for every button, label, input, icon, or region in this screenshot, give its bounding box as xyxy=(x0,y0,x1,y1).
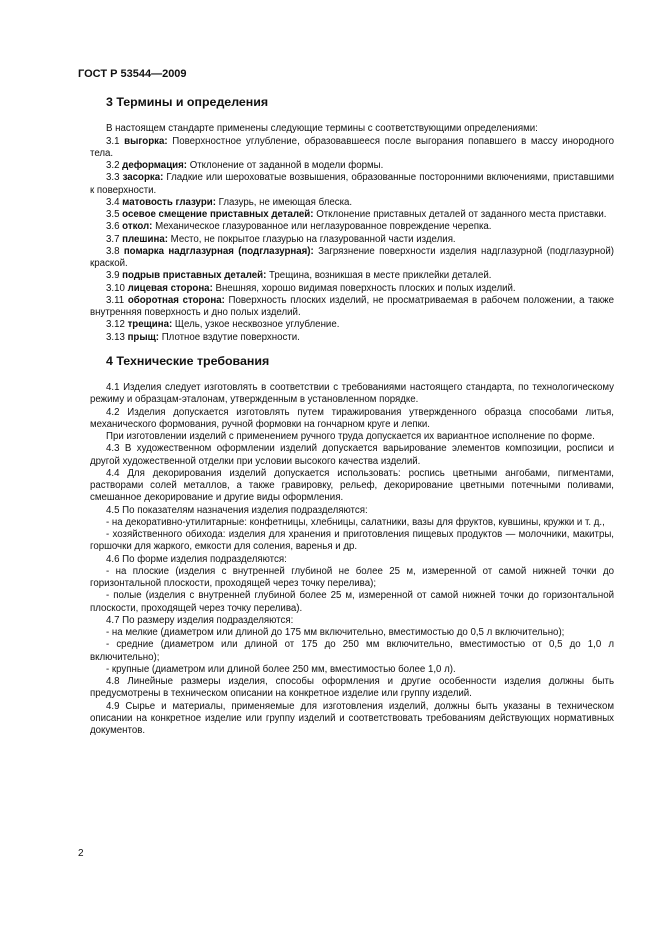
term-number: 3.5 xyxy=(106,209,120,220)
term-name: откол: xyxy=(122,221,153,233)
term-text: Место, не покрытое глазурью на глазурованной части изделия. xyxy=(170,233,456,245)
term-name: помарка надглазурная (подглазурная): xyxy=(123,245,314,257)
section-4-heading: 4 Технические требования xyxy=(106,353,270,368)
requirement-paragraph: - полые (изделия с внутренней глубиной более 25 м, измеренной от самой нижней точки до горизонтальной плоскости, проходящей через точку перелива). xyxy=(90,590,614,614)
term-name: выгорка: xyxy=(124,135,168,147)
term-number: 3.6 xyxy=(106,221,120,233)
term-number: 3.3 xyxy=(106,172,120,184)
requirement-paragraph: 4.1 Изделия следует изготовлять в соответствии с требованиями настоящего стандарта, по технологическому режиму и образцам-эталонам, утвержденным в установленном порядке. xyxy=(90,382,614,406)
term-definition xyxy=(90,136,614,161)
term-name: лицевая сторона: xyxy=(127,282,213,294)
term-definition xyxy=(90,197,614,209)
requirement-paragraph: - на мелкие (диаметром или длиной до 175 мм включительно, вместимостью до 0,5 л включительно); xyxy=(106,627,565,638)
term-text: Механическое глазурованное или неглазурованное повреждение черепка. xyxy=(155,221,492,233)
requirement-paragraph: 4.7 По размеру изделия подразделяются: xyxy=(106,614,294,626)
requirement-paragraph: - на декоративно-утилитарные: конфетницы, хлебницы, салатники, вазы для фруктов, кувшины, кружки и т. д., xyxy=(106,516,605,528)
term-name: матовость глазури: xyxy=(122,196,216,208)
requirement-paragraph: - хозяйственного обихода: изделия для хранения и приготовления пищевых продуктов — молочники, макитры, горшочки для жаркого, емкости для соления, варенья и др. xyxy=(90,529,614,553)
term-definition xyxy=(90,209,614,221)
term-name: засорка: xyxy=(122,172,164,184)
term-definition xyxy=(90,221,614,233)
requirement-paragraph: 4.3 В художественном оформлении изделий допускается варьирование элементов композиции, росписи и другой художественной отделки при условии высокого качества изделий. xyxy=(90,443,614,467)
term-name: деформация: xyxy=(122,160,187,171)
standard-code-header: ГОСТ Р 53544—2009 xyxy=(78,68,187,80)
terms-list xyxy=(90,136,614,344)
requirement-paragraph: - средние (диаметром или длиной от 175 до 250 мм включительно, вместимостью от 0,5 до 1,0 л включительно); xyxy=(90,639,614,663)
requirement-paragraph: 4.9 Сырье и материалы, применяемые для изготовления изделий, должны быть указаны в техническом описании на конкретное изделие или группу изделий и соответствовать требованиям действующих нормативных документов. xyxy=(90,700,614,736)
term-number: 3.13 xyxy=(106,331,125,343)
term-name: осевое смещение приставных деталей: xyxy=(122,209,314,220)
term-name: оборотная сторона: xyxy=(127,294,225,306)
page-number: 2 xyxy=(78,848,84,859)
term-text: Отклонение приставных деталей от заданного места приставки. xyxy=(316,209,607,220)
term-text: Глазурь, не имеющая блеска. xyxy=(218,196,353,208)
requirement-paragraph: - на плоские (изделия с внутренней глубиной не более 25 м, измеренной от самой нижней точки до горизонтальной плоскости, проходящей через точку перелива); xyxy=(90,565,614,589)
requirement-paragraph: 4.8 Линейные размеры изделия, способы оформления и другие особенности изделия должны быть предусмотрены в техническом описании на конкретное изделие или группу изделий. xyxy=(90,676,614,700)
requirement-paragraph: 4.2 Изделия допускается изготовлять путем тиражирования утвержденного образца способами литья, механического формования, ручной формовки на гончарном круге и лепки. xyxy=(90,406,614,430)
term-definition xyxy=(90,319,614,331)
document-body xyxy=(90,94,614,737)
term-number: 3.10 xyxy=(106,282,125,294)
requirement-paragraph: 4.5 По показателям назначения изделия подразделяются: xyxy=(106,504,368,516)
term-definition xyxy=(90,295,614,320)
term-name: плешина: xyxy=(122,233,168,245)
term-definition xyxy=(90,172,614,197)
term-definition xyxy=(90,246,614,271)
requirement-paragraph: При изготовлении изделий с применением ручного труда допускается их вариантное исполнение по форме. xyxy=(106,431,595,442)
term-text: Внешняя, хорошо видимая поверхность плоских и полых изделий. xyxy=(215,282,516,294)
term-definition xyxy=(90,160,614,172)
term-text: Трещина, возникшая в месте приклейки деталей. xyxy=(269,270,492,282)
requirement-paragraph: 4.4 Для декорирования изделий допускается использовать: роспись цветными ангобами, пигментами, растворами солей металлов, а также гравировку, рельеф, декорирование цветными потечными поливами, смешанное декорирование и другие виды оформления. xyxy=(90,467,614,504)
term-name: прыщ: xyxy=(127,331,160,343)
term-definition xyxy=(90,332,614,344)
section-3-intro: В настоящем стандарте применены следующие термины с соответствующими определениями: xyxy=(106,123,538,135)
requirements-list xyxy=(90,382,614,737)
term-definition xyxy=(90,283,614,295)
term-text: Щель, узкое несквозное углубление. xyxy=(174,319,340,331)
term-number: 3.11 xyxy=(106,294,125,306)
requirement-paragraph: 4.6 По форме изделия подразделяются: xyxy=(106,553,287,565)
term-name: подрыв приставных деталей: xyxy=(122,270,267,282)
term-text: Поверхностное углубление, образовавшееся после выгорания попавшего в массу инородного тела. xyxy=(90,135,614,159)
term-number: 3.2 xyxy=(106,160,120,171)
term-definition xyxy=(90,270,614,282)
term-number: 3.12 xyxy=(106,319,125,331)
term-text: Плотное вздутие поверхности. xyxy=(161,331,300,343)
term-number: 3.4 xyxy=(106,196,120,208)
term-definition xyxy=(90,234,614,246)
requirement-paragraph: - крупные (диаметром или длиной более 250 мм, вместимостью более 1,0 л). xyxy=(106,663,456,675)
term-number: 3.1 xyxy=(106,135,120,147)
term-text: Гладкие или шероховатые возвышения, образованные посторонними включениями, приставшими к поверхности. xyxy=(90,172,614,196)
term-number: 3.7 xyxy=(106,233,120,245)
term-name: трещина: xyxy=(127,319,173,331)
term-number: 3.8 xyxy=(106,245,120,257)
term-number: 3.9 xyxy=(106,270,120,282)
section-3-heading: 3 Термины и определения xyxy=(106,95,269,109)
term-text: Поверхность плоских изделий, не просматриваемая в рабочем положении, а также внутренняя поверхность и дно полых изделий. xyxy=(90,294,614,318)
term-text: Загрязнение поверхности изделия надглазурной (подглазурной) краской. xyxy=(90,245,614,269)
term-text: Отклонение от заданной в модели формы. xyxy=(189,160,384,171)
